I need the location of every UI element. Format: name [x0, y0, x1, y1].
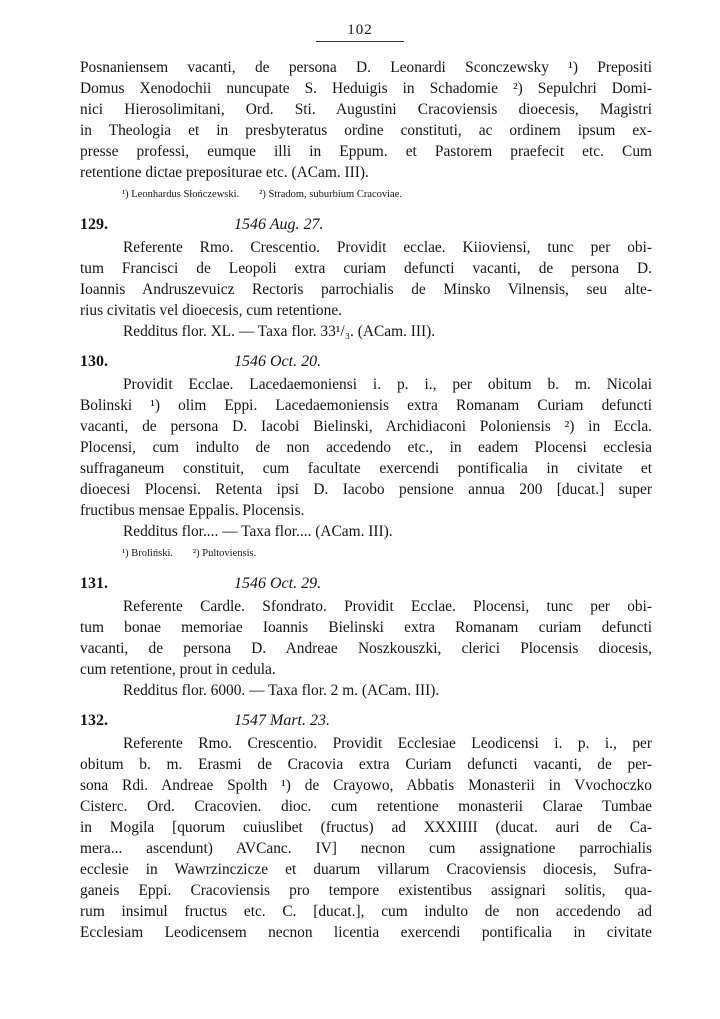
text-line: sona Rdi. Andreae Spolth ¹) de Crayowo, Abbatis Monasterii in Vvochoczko [80, 777, 652, 794]
entry-heading [80, 709, 652, 733]
text-line: cum retentione, prout in cedula. [80, 661, 276, 678]
text-line: Cisterc. Ord. Cracovien. dioc. cum retentione monasterii Clarae Tumbae [80, 798, 652, 815]
text-line: Redditus flor. 6000. — Taxa flor. 2 m. (ACam. III). [123, 682, 440, 699]
text-line: suffraganeum constituit, cum facultate exercendi pontificalia in civitate et [80, 460, 652, 477]
text-line: tum bonae memoriae Ioannis Bielinski extra Romanam curiam defuncti [80, 619, 652, 636]
text-line: ecclesie in Wawrzinczicze et duarum villarum Cracoviensis diocesis, Sufra- [80, 861, 652, 878]
entry-number: 131. [80, 575, 108, 592]
footnote [122, 546, 652, 562]
text-line: Plocensi, cum indulto de non accedendo etc., in eadem Plocensi ecclesia [80, 439, 652, 456]
entry-date: 1547 Mart. 23. [234, 712, 330, 729]
text-line: vacanti, de persona D. Iacobi Bielinski, Archidiaconi Poloniensis ²) in Eccla. [80, 418, 652, 435]
footnote-text: ¹) Broliński. [122, 548, 173, 559]
entry-date: 1546 Aug. 27. [234, 216, 324, 233]
text-line: obitum b. m. Erasmi de Cracovia extra Curiam defuncti vacanti, de per- [80, 756, 652, 773]
text-line: presse professi, eumque illi in Eppum. et Pastorem praefecit etc. Cum [80, 143, 652, 160]
text-line: ganeis Eppi. Cracoviensis pro tempore existentibus assignari solitis, qua- [80, 882, 652, 899]
text-line: nici Hierosolimitani, Ord. Sti. Augustini Cracoviensis dioecesis, Magistri [80, 101, 652, 118]
text-line: Referente Cardle. Sfondrato. Providit Ecclae. Plocensi, tunc per obi- [123, 598, 652, 615]
entry-number: 129. [80, 216, 108, 233]
text-line: in Mogila [quorum cuiuslibet (fructus) ad XXXIIII (ducat. auri de Ca- [80, 819, 652, 836]
entry-heading [80, 213, 652, 237]
text-line: Providit Ecclae. Lacedaemoniensi i. p. i., per obitum b. m. Nicolai [123, 376, 652, 393]
footnote-text: ²) Stradom, suburbium Cracoviae. [259, 189, 402, 200]
text-line: vacanti, de persona D. Andreae Noszkouszki, clerici Plocensis diocesis, [80, 640, 652, 657]
footnote-text: ¹) Leonhardus Słończewski. [122, 189, 240, 200]
page-number: 102 [347, 22, 373, 38]
text-line: Domus Xenodochii nuncupate S. Heduigis in Schadomie ²) Sepulchri Domi- [80, 80, 652, 97]
text-line: tum Francisci de Leopoli extra curiam defuncti vacanti, de persona D. [80, 260, 652, 277]
text-line: mera... ascendunt) AVCanc. IV] necnon cum assignatione parrochialis [80, 840, 652, 857]
text-line: retentione dictae prepositurae etc. (ACam. III). [80, 164, 369, 181]
text-line: rius civitatis vel dioecesis, cum retentione. [80, 302, 342, 319]
text-line: Ecclesiam Leodicensem necnon licentia exercendi pontificalia in civitate [80, 924, 652, 941]
footnote [122, 187, 652, 203]
footnote-text: ²) Pultoviensis. [192, 548, 257, 559]
header-rule [316, 41, 404, 42]
text-line: fructibus mensae Eppalis. Plocensis. [80, 502, 305, 519]
entry-date: 1546 Oct. 20. [234, 353, 322, 370]
text-line: Bolinski ¹) olim Eppi. Lacedaemoniensis extra Romanam Curiam defuncti [80, 397, 652, 414]
entry-date: 1546 Oct. 29. [234, 575, 322, 592]
text-line: dioecesi Plocensi. Retenta ipsi D. Iacobo pensione annua 200 [ducat.] super [80, 481, 652, 498]
text-line: Ioannis Andruszevuicz Rectoris parrochialis de Minsko Vilnensis, seu alte- [80, 281, 652, 298]
text-line: rum insimul fructus etc. C. [ducat.], cum indulto de non accedendo ad [80, 903, 652, 920]
text-line: Posnaniensem vacanti, de persona D. Leonardi Sconczewsky ¹) Prepositi [80, 59, 652, 76]
text-line: Referente Rmo. Crescentio. Providit Ecclesiae Leodicensi i. p. i., per [123, 735, 652, 752]
entry-number: 130. [80, 353, 108, 370]
text-line: Referente Rmo. Crescentio. Providit ecclae. Kiioviensi, tunc per obi- [123, 239, 652, 256]
text-line: Redditus flor.... — Taxa flor.... (ACam. III). [123, 523, 393, 540]
page-body [80, 57, 652, 943]
entry-heading [80, 572, 652, 596]
text-line: Redditus flor. XL. — Taxa flor. 33¹/₃. (ACam. III). [123, 323, 436, 340]
entry-number: 132. [80, 712, 108, 729]
entry-heading [80, 350, 652, 374]
text-line: in Theologia et in presbyteratus ordine constituti, ac ordinem ipsum ex- [80, 122, 652, 139]
